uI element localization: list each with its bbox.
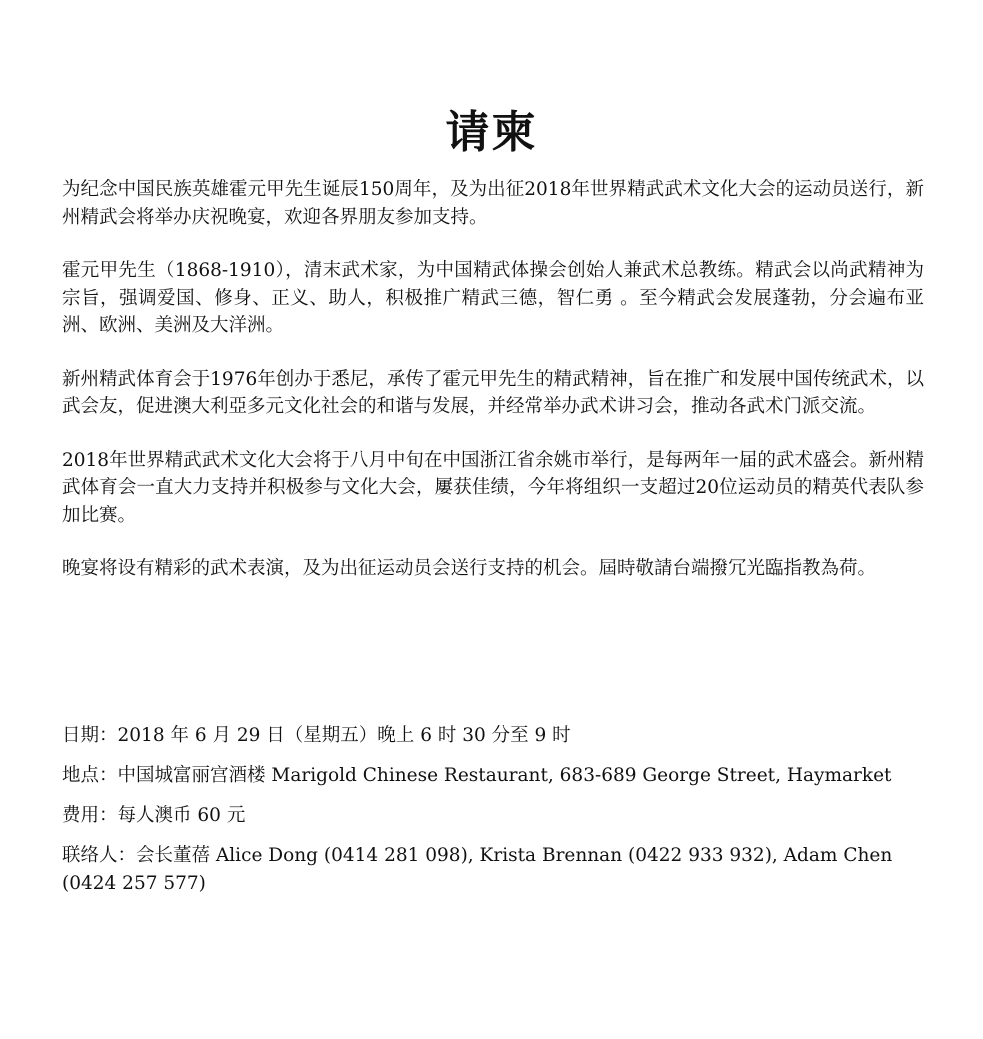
- paragraph-2018-congress: 2018年世界精武武术文化大会将于八月中旬在中国浙江省余姚市举行，是每两年一届的武术盛会。新州精武体育会一直大力支持并积极参与文化大会，屢获佳绩，今年将组织一支超过20位运动员的精英代表队参加比赛。: [62, 449, 924, 526]
- fee-label: 费用：: [62, 805, 118, 826]
- detail-location: [62, 762, 922, 790]
- invitation-body: [62, 176, 924, 609]
- detail-date: [62, 722, 922, 750]
- fee-value: 每人澳币 60 元: [117, 805, 246, 826]
- date-value: 2018 年 6 月 29 日（星期五）晚上 6 时 30 分至 9 时: [117, 725, 571, 746]
- page-title: 请柬: [445, 107, 538, 159]
- paragraph-nsw-association: 新州精武体育会于1976年创办于悉尼，承传了霍元甲先生的精武精神，旨在推广和发展中国传统武术，以武会友，促进澳大利亞多元文化社会的和谐与发展，并经常举办武术讲习会，推动各武术门派交流。: [62, 368, 924, 417]
- contact-label: 联络人：: [62, 845, 137, 866]
- detail-fee: [62, 802, 922, 830]
- paragraph-huo-yuanjia: 霍元甲先生（1868-1910），清末武术家，为中国精武体操会创始人兼武术总教练。精武会以尚武精神为宗旨，强调爱国、修身、正义、助人，积极推广精武三德，智仁勇 。至今精武会发展蓬勃，分会遍布亚洲、欧洲、美洲及大洋洲。: [62, 260, 924, 336]
- detail-contact: [62, 842, 922, 898]
- paragraph-banquet: 晚宴将设有精彩的武术表演，及为出征运动员会送行支持的机会。屆時敬請台端撥冗光臨指教為荷。: [62, 558, 877, 579]
- location-value: 中国城富丽宫酒楼 Marigold Chinese Restaurant, 683-689 George Street, Haymarket: [117, 765, 892, 786]
- event-details: [62, 722, 922, 910]
- paragraph-intro: 为纪念中国民族英雄霍元甲先生诞辰150周年，及为出征2018年世界精武武术文化大会的运动员送行，新州精武会将举办庆祝晚宴，欢迎各界朋友参加支持。: [62, 179, 924, 228]
- contact-value: 会长董蓓 Alice Dong (0414 281 098), Krista Brennan (0422 933 932), Adam Chen (0424 257 577): [62, 845, 893, 894]
- date-label: 日期：: [62, 725, 118, 746]
- location-label: 地点：: [62, 765, 118, 786]
